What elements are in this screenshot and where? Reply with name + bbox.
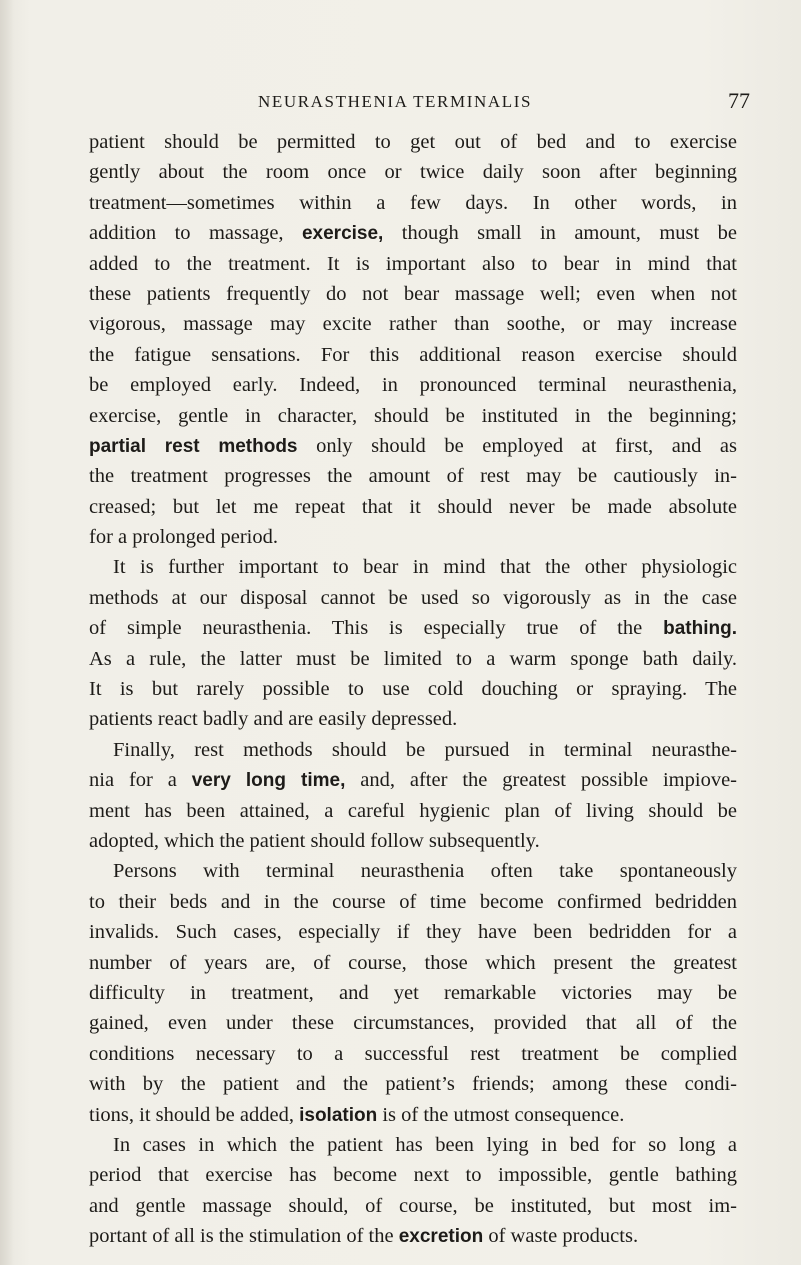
text-line [89, 735, 737, 765]
text-line [89, 1100, 737, 1130]
text-run: methods at our disposal cannot be used so vigorously as in the case [89, 586, 737, 609]
emphasized-phrase: isolation [299, 1104, 378, 1126]
paragraph [89, 127, 737, 552]
text-line [89, 1191, 737, 1221]
emphasized-phrase: partial rest methods [89, 435, 298, 457]
text-line [89, 948, 737, 978]
text-line [89, 309, 737, 339]
text-run: It is but rarely possible to use cold douching or spraying. The [89, 678, 737, 701]
text-line [89, 826, 737, 856]
text-line [89, 401, 737, 431]
text-run: though small in amount, must be [383, 222, 737, 245]
text-run: of waste products. [483, 1225, 639, 1248]
text-run: exercise, gentle in character, should be instituted in the beginning; [89, 404, 737, 427]
emphasized-phrase: exercise, [301, 223, 384, 245]
text-line [89, 1008, 737, 1038]
text-run: patients react badly and are easily depressed. [89, 708, 458, 731]
text-run: In cases in which the patient has been lying in bed for so long a [113, 1133, 737, 1156]
text-line [89, 765, 737, 795]
text-run: for a prolonged period. [89, 526, 278, 549]
text-line [89, 188, 737, 218]
page-header [90, 88, 750, 116]
text-run: to their beds and in the course of time become confirmed bedridden [89, 890, 737, 913]
text-run: tions, it should be added, [89, 1103, 300, 1126]
text-line [89, 127, 737, 157]
text-line [89, 522, 737, 552]
text-line [89, 552, 737, 582]
text-run: the fatigue sensations. For this additional reason exercise should [89, 343, 737, 366]
text-run: patient should be permitted to get out of bed and to exercise [89, 131, 737, 153]
text-line [89, 1069, 737, 1099]
paragraph [89, 552, 737, 734]
text-line [89, 644, 737, 674]
text-run: conditions necessary to a successful rest treatment be complied [89, 1042, 737, 1065]
gutter-shadow [0, 0, 14, 1265]
text-run: and gentle massage should, of course, be instituted, but most im- [89, 1194, 737, 1217]
text-run: number of years are, of course, those which present the greatest [89, 951, 737, 974]
text-run: difficulty in treatment, and yet remarkable victories may be [89, 981, 737, 1004]
text-run: ment has been attained, a careful hygienic plan of living should be [89, 799, 737, 822]
body-text [89, 127, 737, 1251]
text-run: added to the treatment. It is important also to bear in mind that [89, 252, 737, 275]
page-number: 77 [728, 88, 750, 113]
text-line [89, 978, 737, 1008]
text-run: is of the utmost consequence. [377, 1103, 625, 1126]
text-run: addition to massage, [89, 222, 302, 245]
text-run: and, after the greatest possible impiove- [345, 769, 738, 792]
text-line [89, 461, 737, 491]
text-run: nia for a [89, 769, 192, 792]
text-line [89, 674, 737, 704]
emphasized-phrase: very long time, [191, 770, 346, 792]
text-line [89, 431, 737, 461]
paragraph [89, 1130, 737, 1252]
text-line [89, 370, 737, 400]
text-run: creased; but let me repeat that it should never be made absolute [89, 495, 737, 518]
text-run: period that exercise has become next to impossible, gentle bathing [89, 1164, 737, 1187]
text-run: vigorous, massage may excite rather than soothe, or may increase [89, 313, 737, 336]
text-run: of simple neurasthenia. This is especially true of the [89, 617, 664, 640]
text-run: only should be employed at first, and as [297, 434, 737, 457]
running-title: NEURASTHENIA TERMINALIS [258, 92, 533, 111]
text-line [89, 218, 737, 248]
text-run: treatment—sometimes within a few days. In other words, in [89, 191, 737, 214]
text-line [89, 583, 737, 613]
text-run: the treatment progresses the amount of rest may be cautiously in- [89, 465, 737, 488]
text-line [89, 340, 737, 370]
paragraph [89, 856, 737, 1130]
text-run: these patients frequently do not bear massage well; even when not [89, 282, 737, 305]
text-run: As a rule, the latter must be limited to a warm sponge bath daily. [89, 647, 737, 670]
text-run: portant of all is the stimulation of the [89, 1225, 399, 1248]
text-run: adopted, which the patient should follow subsequently. [89, 829, 540, 852]
text-line [89, 613, 737, 643]
text-run: Finally, rest methods should be pursued in terminal neurasthe- [113, 738, 737, 761]
text-line [89, 157, 737, 187]
text-line [89, 1221, 737, 1251]
text-line [89, 917, 737, 947]
text-line [89, 249, 737, 279]
text-line [89, 704, 737, 734]
text-line [89, 856, 737, 886]
text-line [89, 796, 737, 826]
text-run: It is further important to bear in mind that the other physiologic [113, 556, 737, 579]
paragraph [89, 735, 737, 857]
text-run: gently about the room once or twice daily soon after beginning [89, 161, 737, 184]
text-run: invalids. Such cases, especially if they have been bedridden for a [89, 921, 737, 944]
emphasized-phrase: bathing. [663, 618, 737, 640]
text-line [89, 1160, 737, 1190]
text-line [89, 279, 737, 309]
text-run: gained, even under these circumstances, provided that all of the [89, 1012, 737, 1035]
text-run: with by the patient and the patient’s friends; among these condi- [89, 1073, 737, 1096]
emphasized-phrase: excretion [398, 1226, 484, 1248]
text-line [89, 887, 737, 917]
text-run: be employed early. Indeed, in pronounced terminal neurasthenia, [89, 374, 737, 397]
text-line [89, 1039, 737, 1069]
text-line [89, 1130, 737, 1160]
text-run: Persons with terminal neurasthenia often take spontaneously [113, 860, 737, 883]
text-line [89, 492, 737, 522]
